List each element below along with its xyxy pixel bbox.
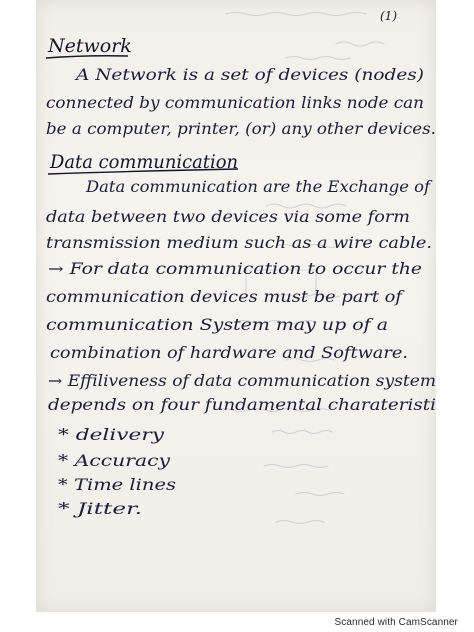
heading-data-communication: Data communication <box>49 152 239 173</box>
paper-sheet <box>36 0 436 612</box>
heading-network: Network <box>48 35 132 57</box>
scanner-watermark: Scanned with CamScanner <box>334 617 458 628</box>
data-comm-line-1: Data communication are the Exchange of <box>84 178 434 196</box>
data-comm-line-3: transmission medium such as a wire cable. <box>46 234 432 252</box>
data-comm-line-4: → For data communication to occur the <box>48 260 422 278</box>
characteristic-accuracy: * Accuracy <box>58 451 172 470</box>
data-comm-line-6: communication System may up of a <box>46 316 388 334</box>
data-comm-line-2: data between two devices via some form <box>46 208 410 226</box>
handwritten-notes <box>36 0 436 612</box>
network-line-2: connected by communication links node can <box>46 94 424 112</box>
data-comm-line-8: → Effiliveness of data communication system <box>48 372 436 390</box>
network-line-3: be a computer, printer, (or) any other devices. <box>46 120 436 138</box>
characteristic-jitter: * Jitter. <box>58 499 142 518</box>
page-number-scribble: (1) <box>380 9 397 23</box>
data-comm-line-5: communication devices must be part of <box>46 288 406 306</box>
data-comm-line-7: combination of hardware and Software. <box>50 344 408 362</box>
data-comm-line-9: depends on four fundamental charateristi <box>48 396 436 414</box>
characteristic-delivery: * delivery <box>58 425 166 444</box>
network-line-1: A Network is a set of devices (nodes) <box>73 66 424 84</box>
characteristic-time-lines: * Time lines <box>58 475 176 494</box>
